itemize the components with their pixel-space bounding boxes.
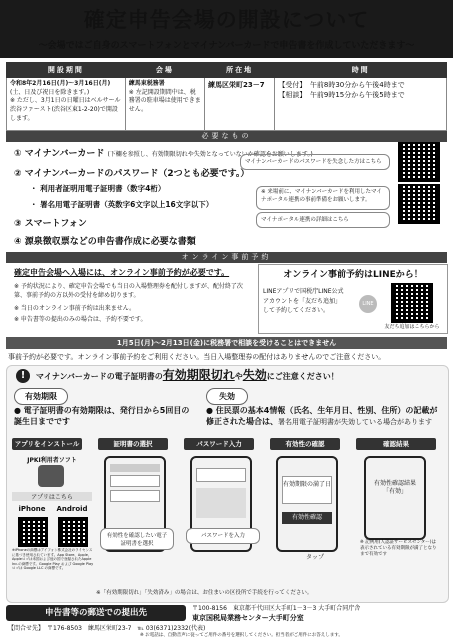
revoked-text-2: 署名用電子証明書が失効している場合があります <box>278 418 432 427</box>
app-here-label: アプリはこちら <box>12 492 92 501</box>
tap-label: タップ <box>306 554 325 561</box>
warning-icon: ! <box>16 369 30 383</box>
jpki-app-icon <box>38 465 64 487</box>
col-time: 時間 <box>275 63 447 78</box>
required-item-3 <box>14 216 244 229</box>
bullet-icon: ● <box>14 406 21 415</box>
col-period: 開設期間 <box>7 63 126 78</box>
item-2-label: マイナンバーカードのパスワード（2つとも必要です。） <box>24 169 250 179</box>
line-title: オンライン事前予約はLINEから！ <box>283 270 423 280</box>
venue-note: ※ 左記開設期間中は、税務署の駐車場は使用できません。 <box>128 88 201 114</box>
required-bar: 必要なもの <box>6 131 447 142</box>
password-forgot-bubble: マイナンバーカードのパスワードを失念した方はこちら <box>240 154 390 170</box>
schedule-table <box>6 62 447 131</box>
bullet-icon: ● <box>206 406 213 415</box>
validity-text <box>14 405 194 427</box>
mail-heading: 申告書等の郵送での提出先 <box>6 605 186 621</box>
time-reception: 【受付】 午前8時30分から午後4時まで <box>278 81 405 89</box>
revoked-text-1: 住民票の基本4情報（氏名、生年月日、性別、住所）の記載が修正された場合は、 <box>206 406 438 427</box>
android-qr-code[interactable] <box>58 517 88 547</box>
reservation-headline: 確定申告会場へ入場には、オンライン事前予約が必要です。 <box>14 268 230 277</box>
select-cert-caption: 有効性を確認したい電子証明書を選択 <box>100 528 174 550</box>
result-text: 有効性確認結果「有効」 <box>373 480 416 496</box>
password-2: ・ 署名用電子証明書（英数字6文字以上16文字以下） <box>30 200 214 209</box>
qr-code-portal[interactable] <box>398 184 440 224</box>
reservation-bar: オンライン事前予約 <box>6 252 447 263</box>
line-text-1: LINEアプリで国税庁LINE公式 <box>263 288 344 295</box>
item-2-num: ② <box>14 169 22 179</box>
reservation-note-3: ※ 申告書等の提出のみの場合は、予約不要です。 <box>14 316 147 323</box>
col-address: 所在地 <box>204 63 274 78</box>
mail-address-2: 東京国税局業務センター大手町分室 <box>192 614 304 622</box>
line-text-2: アカウントを「友だち追加」 <box>263 297 341 305</box>
period-note2: ※ ただし、3月1日の日曜日はベルサール渋谷ファースト(渋谷区東1-2-20)で開設します。 <box>10 97 121 122</box>
revoked-label: 失効 <box>206 388 248 405</box>
password-caption: パスワードを入力 <box>186 528 260 544</box>
period-dates: 令和8年2月16日(月)～3月16日(月) <box>10 80 111 87</box>
line-app-icon: LINE <box>359 295 377 313</box>
result-note: ※ 記例用(人認証サービスセンター)は表示されている有効期限が満了となりまで有効です <box>360 540 437 558</box>
item-1-num: ① <box>14 149 22 159</box>
item-4-num: ④ <box>14 237 22 247</box>
iphone-qr-code[interactable] <box>18 517 48 547</box>
expiry-title <box>36 366 446 383</box>
phone-validity <box>276 456 338 552</box>
venue-cell <box>125 78 204 131</box>
phone-result <box>364 456 426 540</box>
closed-notice-line: 事前予約が必要です。オンライン事前予約をご利用ください。当日入場整理券の配付はありませんのでご注意ください。 <box>8 353 386 361</box>
reservation-note-1: ※ 予約状況により、確定申告会場でも当日の入場整理券を配付しますが、配付終了次第、事前予約の方以外の受付を締め切ります。 <box>14 283 243 299</box>
line-box <box>258 264 448 334</box>
item-4-label: 源泉徴収票などの申告書作成に必要な書類 <box>24 237 196 247</box>
validity-check-button[interactable]: 有効性確認 <box>282 512 332 524</box>
line-text-3: して予約してください。 <box>263 307 330 315</box>
time-cell <box>275 78 447 131</box>
period-cell <box>7 78 126 131</box>
venue-name: 練馬東税務署 <box>128 80 165 87</box>
line-qr-label: 友だち追加はこちらから <box>384 324 440 330</box>
step-install: アプリをインストール <box>12 438 82 450</box>
expiry-title-big2: 失効 <box>242 368 267 382</box>
revoked-text <box>206 405 442 428</box>
item-1-note: (下欄を参照し、有効期限切れや失効となっていないか確認をお願いします。) <box>107 151 313 158</box>
mail-address-1: 〒100-8156 東京都千代田区大手町1－3－3 大手町合同庁舎 <box>192 605 361 612</box>
address-text: 練馬区栄町23－7 <box>207 81 265 89</box>
validity-text-body: 電子証明書の有効期限は、発行日から5回目の誕生日までです <box>14 406 190 427</box>
expiry-footnote: ※「有効期限切れ」「失効済み」の場合は、お住まいの区役所で手続を行ってください。 <box>96 590 313 596</box>
step-password: パスワード入力 <box>184 438 254 450</box>
item-3-label: スマートフォン <box>24 219 87 229</box>
contact-note: ※ お電話は、自動音声に従ってご用件の番号を選択してください。担当者がご用件にお答えします。 <box>140 633 343 638</box>
expiry-title-post: にご注意ください！ <box>266 372 339 381</box>
address-cell <box>204 78 274 131</box>
expiry-title-pre: マイナンバーカードの電子証明書の <box>36 372 163 381</box>
item-1-label: マイナンバーカード <box>24 149 105 159</box>
qr-code-mynumber[interactable] <box>398 142 440 182</box>
page-title: 確定申告会場の開設について <box>83 8 370 32</box>
required-item-4 <box>14 234 254 247</box>
line-instructions <box>263 287 373 316</box>
store-trademark-note: ※iPhoneの商標はアイフォン株式会社のライセンスに基づき使用されています。App Store、Apple、Appleロゴは米国および他の国で登録されたApple Inc.の商標です。Google Play および Google Play ロゴは Google LLC の商標です。 <box>12 548 94 571</box>
portal-detail-bubble: マイナポータル連携の詳細はこちら <box>256 212 390 228</box>
step-select-cert: 証明書の選択 <box>98 438 168 450</box>
item-3-num: ③ <box>14 219 22 229</box>
closed-notice-bar: 1月5日(月)～2月13日(金)に税務署で相談を受けることはできません <box>6 337 447 349</box>
app-name: JPKI利用者ソフト <box>27 457 77 464</box>
step-validity: 有効性の確認 <box>270 438 340 450</box>
expiry-title-big: 有効期限切れ <box>162 368 235 382</box>
period-note: (土、日及び祝日を除きます。) <box>10 88 90 96</box>
iphone-label: iPhone <box>18 505 46 513</box>
expiry-date-label: 有効期限の満了日 <box>282 476 332 504</box>
reservation-note-2: ※ 当日のオンライン事前予約は出来ません。 <box>14 305 136 312</box>
expiry-title-mid: や <box>234 372 243 381</box>
col-venue: 会場 <box>125 63 204 78</box>
page-subtitle: ～会場ではご自身のスマートフォンとマイナンバーカードで申告書を作成していただきます～ <box>38 41 415 51</box>
contact-info: 【問合せ先】 〒176-8503 練馬区栄町23-7 ℡ 03(6371)2332(代表) <box>8 625 206 632</box>
validity-label: 有効期限 <box>14 388 68 405</box>
line-qr-code[interactable] <box>391 283 433 323</box>
portal-prep-bubble: ※ 来場前に、マイナンバーカードを利用したマイナポータル連携の事前準備をお願いします。 <box>256 186 390 210</box>
time-consult: 【相談】 午前9時15分から午後5時まで <box>278 91 405 100</box>
password-1: ・ 利用者証明用電子証明書（数字4桁） <box>30 184 166 193</box>
android-label: Android <box>56 505 88 513</box>
step-result: 確認結果 <box>356 438 436 450</box>
